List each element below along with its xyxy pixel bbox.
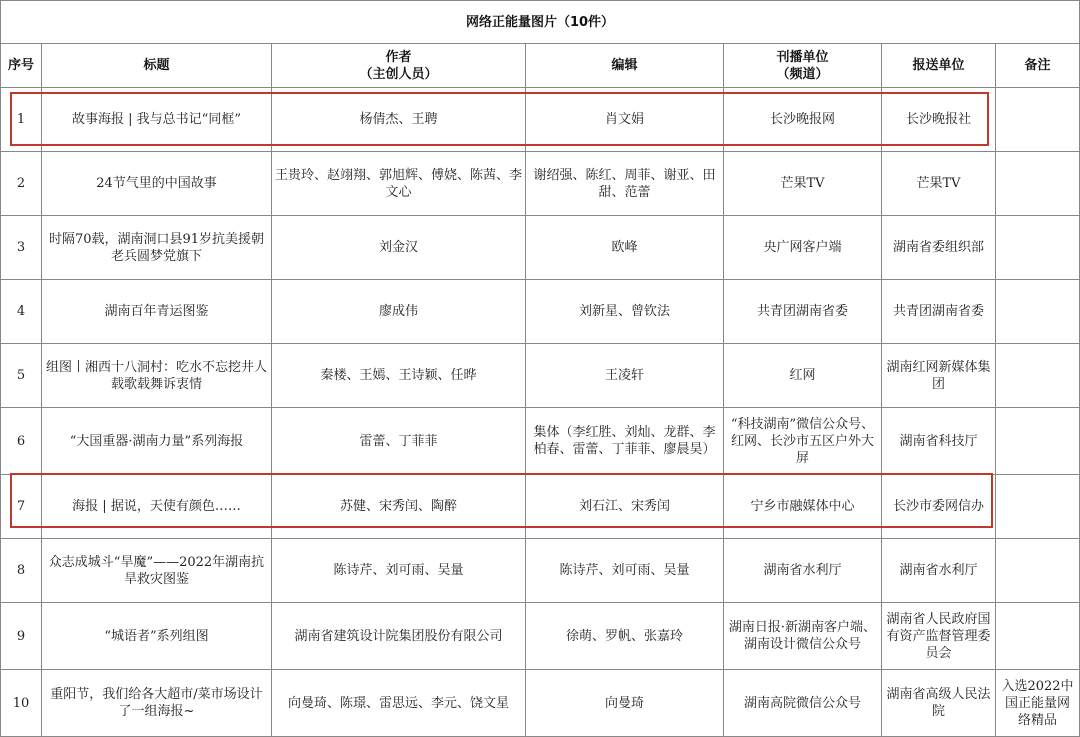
cell-editor: 欧峰 — [526, 216, 724, 280]
cell-editor: 肖文娟 — [526, 88, 724, 152]
cell-publisher: 红网 — [724, 344, 882, 408]
cell-remark — [996, 152, 1080, 216]
cell-index: 9 — [1, 603, 42, 670]
cell-editor: 陈诗芹、刘可雨、吴量 — [526, 539, 724, 603]
cell-remark — [996, 88, 1080, 152]
cell-author: 雷蕾、丁菲菲 — [272, 408, 526, 475]
cell-remark — [996, 216, 1080, 280]
cell-publisher: 长沙晚报网 — [724, 88, 882, 152]
cell-author: 刘金汉 — [272, 216, 526, 280]
table-row — [1, 88, 1080, 152]
cell-author: 秦楼、王嫣、王诗颖、任晔 — [272, 344, 526, 408]
cell-title: 时隔70载，湖南洞口县91岁抗美援朝老兵圆梦党旗下 — [42, 216, 272, 280]
cell-title: 众志成城斗“旱魔”——2022年湖南抗旱救灾图鉴 — [42, 539, 272, 603]
header-publisher — [724, 44, 882, 88]
cell-index: 4 — [1, 280, 42, 344]
cell-author: 陈诗芹、刘可雨、吴量 — [272, 539, 526, 603]
header-title: 标题 — [42, 44, 272, 88]
header-author-line2: （主创人员） — [359, 66, 438, 82]
cell-index: 2 — [1, 152, 42, 216]
cell-index: 7 — [1, 475, 42, 539]
cell-editor: 集体（李红胜、刘灿、龙群、李柏春、雷蕾、丁菲菲、廖晨昊） — [526, 408, 724, 475]
cell-author: 湖南省建筑设计院集团股份有限公司 — [272, 603, 526, 670]
header-submitter: 报送单位 — [882, 44, 996, 88]
header-author-line1: 作者 — [385, 49, 412, 65]
cell-submitter: 湖南省人民政府国有资产监督管理委员会 — [882, 603, 996, 670]
cell-remark — [996, 603, 1080, 670]
table-row — [1, 280, 1080, 344]
cell-index: 8 — [1, 539, 42, 603]
cell-publisher: 宁乡市融媒体中心 — [724, 475, 882, 539]
table-row — [1, 475, 1080, 539]
table-row — [1, 344, 1080, 408]
cell-editor: 向曼琦 — [526, 670, 724, 737]
cell-submitter: 湖南省委组织部 — [882, 216, 996, 280]
cell-editor: 徐萌、罗帆、张嘉玲 — [526, 603, 724, 670]
table-row — [1, 216, 1080, 280]
cell-submitter: 长沙晚报社 — [882, 88, 996, 152]
cell-index: 3 — [1, 216, 42, 280]
cell-remark — [996, 539, 1080, 603]
header-remark: 备注 — [996, 44, 1080, 88]
cell-remark — [996, 475, 1080, 539]
cell-publisher: 芒果TV — [724, 152, 882, 216]
header-index: 序号 — [1, 44, 42, 88]
cell-title: “城语者”系列组图 — [42, 603, 272, 670]
cell-submitter: 共青团湖南省委 — [882, 280, 996, 344]
header-author — [272, 44, 526, 88]
table-row — [1, 539, 1080, 603]
cell-index: 6 — [1, 408, 42, 475]
cell-publisher: “科技湖南”微信公众号、红网、长沙市五区户外大屏 — [724, 408, 882, 475]
cell-submitter: 湖南省科技厅 — [882, 408, 996, 475]
cell-author: 杨倩杰、王聘 — [272, 88, 526, 152]
cell-submitter: 长沙市委网信办 — [882, 475, 996, 539]
cell-index: 1 — [1, 88, 42, 152]
cell-title: 故事海报 | 我与总书记“同框” — [42, 88, 272, 152]
cell-submitter: 湖南省高级人民法院 — [882, 670, 996, 737]
cell-author: 向曼琦、陈璟、雷思远、李元、饶文星 — [272, 670, 526, 737]
table-caption: 网络正能量图片（10件） — [1, 1, 1080, 44]
table-row — [1, 670, 1080, 737]
header-row — [1, 44, 1080, 88]
cell-submitter: 芒果TV — [882, 152, 996, 216]
cell-remark: 入选2022中国正能量网络精品 — [996, 670, 1080, 737]
cell-title: 组图丨湘西十八洞村：吃水不忘挖井人 载歌载舞诉衷情 — [42, 344, 272, 408]
cell-author: 苏健、宋秀闰、陶醉 — [272, 475, 526, 539]
cell-title: 重阳节，我们给各大超市/菜市场设计了一组海报~ — [42, 670, 272, 737]
cell-remark — [996, 280, 1080, 344]
cell-title: “大国重器·湖南力量”系列海报 — [42, 408, 272, 475]
cell-title: 湖南百年青运图鉴 — [42, 280, 272, 344]
cell-publisher: 央广网客户端 — [724, 216, 882, 280]
cell-editor: 刘石江、宋秀闰 — [526, 475, 724, 539]
cell-publisher: 共青团湖南省委 — [724, 280, 882, 344]
cell-title: 24节气里的中国故事 — [42, 152, 272, 216]
cell-submitter: 湖南省水利厅 — [882, 539, 996, 603]
header-publisher-line1: 刊播单位 — [776, 49, 829, 65]
cell-index: 10 — [1, 670, 42, 737]
cell-title: 海报 | 据说，天使有颜色…… — [42, 475, 272, 539]
cell-remark — [996, 344, 1080, 408]
cell-author: 王贵玲、赵翊翔、郭旭辉、傅娆、陈茜、李文心 — [272, 152, 526, 216]
cell-editor: 刘新星、曾钦法 — [526, 280, 724, 344]
table-row — [1, 152, 1080, 216]
cell-remark — [996, 408, 1080, 475]
cell-publisher: 湖南省水利厅 — [724, 539, 882, 603]
cell-editor: 王凌轩 — [526, 344, 724, 408]
table-row — [1, 603, 1080, 670]
cell-index: 5 — [1, 344, 42, 408]
cell-publisher: 湖南日报·新湖南客户端、湖南设计微信公众号 — [724, 603, 882, 670]
table-row — [1, 408, 1080, 475]
cell-publisher: 湖南高院微信公众号 — [724, 670, 882, 737]
header-publisher-line2: （频道） — [776, 66, 829, 82]
cell-author: 廖成伟 — [272, 280, 526, 344]
header-editor: 编辑 — [526, 44, 724, 88]
cell-submitter: 湖南红网新媒体集团 — [882, 344, 996, 408]
cell-editor: 谢绍强、陈红、周菲、谢亚、田甜、范蕾 — [526, 152, 724, 216]
